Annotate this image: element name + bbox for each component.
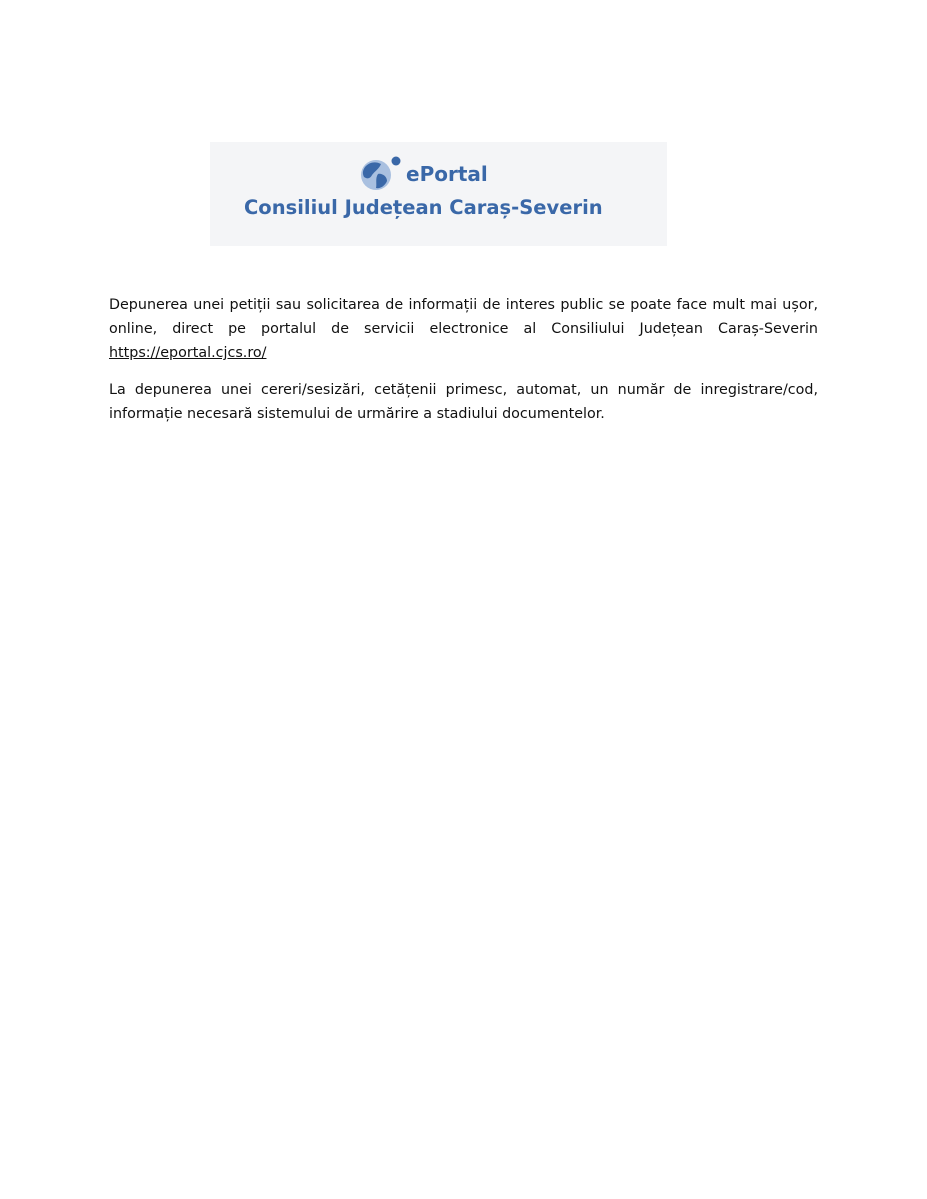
brand-name: ePortal: [406, 162, 488, 186]
paragraph-1-text: Depunerea unei petiții sau solicitarea de informații de interes public se poate face mult mai ușor, online, direct pe portalul de servicii electronice al Consiliului Județean Caraș-Severin: [109, 297, 818, 337]
globe-icon: [360, 156, 402, 192]
paragraph-1: [109, 293, 818, 365]
logo: [360, 156, 488, 192]
eportal-link[interactable]: https://eportal.cjcs.ro/: [109, 345, 267, 361]
organization-name: Consiliul Județean Caraș-Severin: [244, 196, 603, 219]
document-body: [109, 293, 818, 439]
paragraph-2: La depunerea unei cereri/sesizări, cetățenii primesc, automat, un număr de inregistrare/cod, informație necesară sistemului de urmărire a stadiului documentelor.: [109, 382, 818, 422]
eportal-banner: [210, 142, 667, 246]
